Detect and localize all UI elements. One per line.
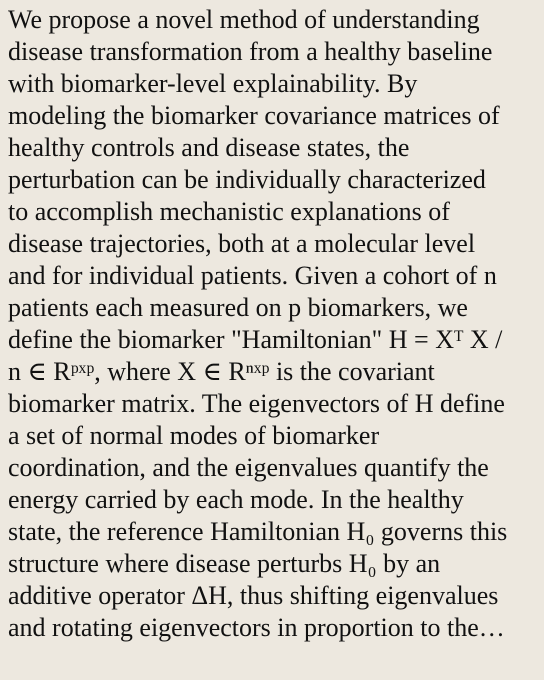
text-line: disease trajectories, both at a molecular level (8, 229, 476, 258)
text-line: n ∈ Rᵖˣᵖ, where X ∈ Rⁿˣᵖ is the covariant (8, 357, 435, 386)
text-line: and rotating eigenvectors in proportion to the… (8, 613, 505, 642)
text-line: state, the reference Hamiltonian H₀ governs this (8, 517, 508, 546)
text-line: healthy controls and disease states, the (8, 133, 410, 162)
text-line: We propose a novel method of understanding (8, 5, 480, 34)
text-line: define the biomarker "Hamiltonian" H = Xᵀ X / (8, 325, 503, 354)
text-line: patients each measured on p biomarkers, we (8, 293, 468, 322)
text-line: to accomplish mechanistic explanations of (8, 197, 450, 226)
text-line: and for individual patients. Given a cohort of n (8, 261, 497, 290)
text-line: structure where disease perturbs H₀ by an (8, 549, 441, 578)
text-line: biomarker matrix. The eigenvectors of H define (8, 389, 505, 418)
text-line: with biomarker-level explainability. By (8, 69, 418, 98)
text-line: disease transformation from a healthy baseline (8, 37, 493, 66)
text-line: a set of normal modes of biomarker (8, 421, 380, 450)
text-line: energy carried by each mode. In the healthy (8, 485, 464, 514)
text-line: perturbation can be individually characterized (8, 165, 486, 194)
text-line: modeling the biomarker covariance matrices of (8, 101, 500, 130)
text-line: additive operator ΔH, thus shifting eigenvalues (8, 581, 499, 610)
text-line: coordination, and the eigenvalues quantify the (8, 453, 489, 482)
